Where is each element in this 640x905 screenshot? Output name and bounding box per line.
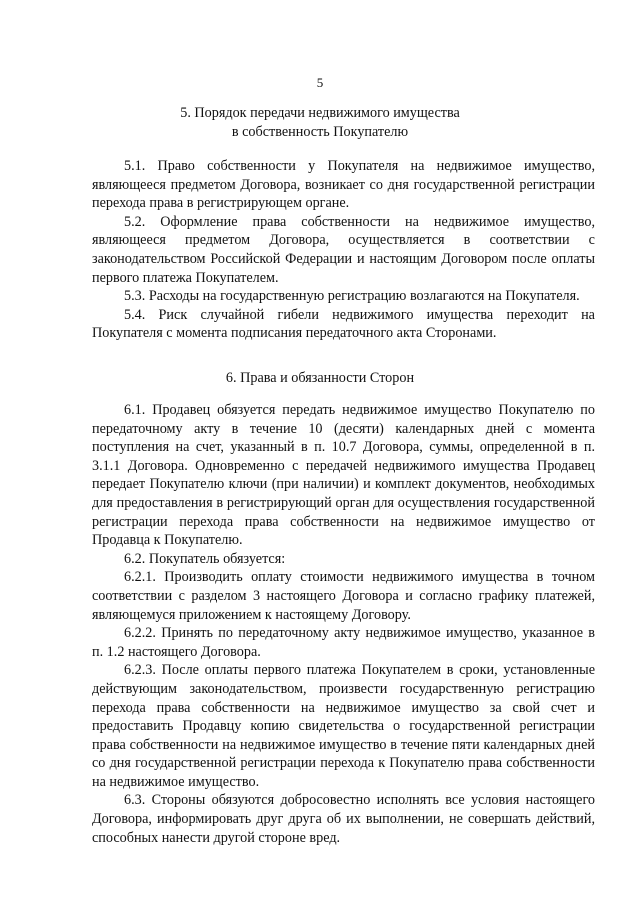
clause-6-2-1: 6.2.1. Производить оплату стоимости недвижимого имущества в точном соответствии с разделом 3 настоящего Договора и согласно графику платежей, являющемуся приложением к настоящему Договору.: [92, 569, 595, 623]
clause-6-3: 6.3. Стороны обязуются добросовестно исполнять все условия настоящего Договора, информировать друг друга об их выполнении, не совершать действий, способных нанести другой стороне вред.: [92, 792, 595, 846]
section-5-body: [92, 157, 595, 343]
clause-5-2: 5.2. Оформление права собственности на недвижимое имущество, являющееся предметом Договора, осуществляется в соответствии с законодательством Российской Федерации и настоящим Договором после оплаты первого платежа Покупателем.: [92, 213, 595, 286]
clause-5-1: 5.1. Право собственности у Покупателя на недвижимое имущество, являющееся предметом Договора, возникает со дня государственной регистрации перехода права в регистрирующем органе.: [92, 158, 595, 212]
clause-5-4: 5.4. Риск случайной гибели недвижимого имущества переходит на Покупателя с момента подписания передаточного акта Сторонами.: [92, 306, 595, 342]
clause-6-1: 6.1. Продавец обязуется передать недвижимое имущество Покупателю по передаточному акту в течение 10 (десяти) календарных дней с момента поступления на счет, указанный в п. 10.7 Договора, суммы, определенной в п. 3.1.1 Договора. Одновременно с передачей недвижимого имущества Продавец передает Покупателю ключи (при наличии) и комплект документов, необходимых для предоставления в регистрирующий орган для осуществления государственной регистрации перехода права собственности на недвижимое имущество от Продавца к Покупателю.: [92, 402, 595, 549]
clause-6-2-2: 6.2.2. Принять по передаточному акту недвижимое имущество, указанное в п. 1.2 настоящего Договора.: [92, 625, 595, 660]
clause-6-2-3: 6.2.3. После оплаты первого платежа Покупателем в сроки, установленные действующим законодательством, произвести государственную регистрацию перехода права собственности на недвижимое имущество за свой счет и предоставить Продавцу копию свидетельства о государственной регистрации права собственности на недвижимое имущество в течение пяти календарных дней со дня государственной регистрации перехода к Покупателю права собственности на недвижимое имущество.: [92, 662, 595, 790]
clause-6-2: 6.2. Покупатель обязуется:: [124, 550, 286, 567]
clause-5-3: 5.3. Расходы на государственную регистрацию возлагаются на Покупателя.: [124, 288, 580, 305]
section-6-heading: 6. Права и обязанности Сторон: [225, 370, 415, 386]
page-number: 5: [316, 75, 324, 90]
section-5-heading: [0, 104, 640, 141]
section-5-title-line-2: в собственность Покупателю: [231, 123, 409, 140]
section-5-title-line-1: 5. Порядок передачи недвижимого имущества: [180, 105, 460, 121]
section-6-body: [92, 401, 595, 847]
